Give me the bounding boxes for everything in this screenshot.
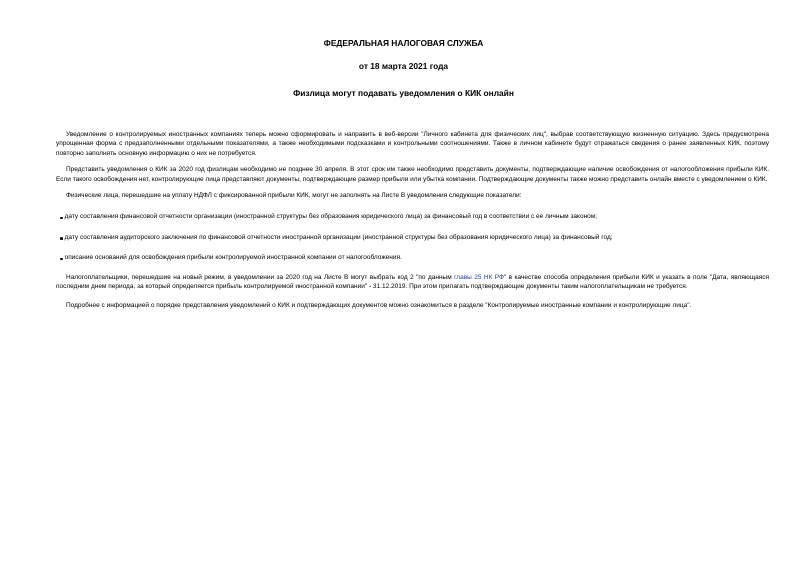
paragraph-4 [56, 273, 769, 292]
paragraph-2: Представить уведомления о КИК за 2020 год физлицам необходимо не позднее 30 апреля. В этот срок им также необходимо представить документы, подтверждающие наличие освобождения от налогообложения прибыли КИК. Если такого освобождения нет, контролирующие лица представляют документы, подтверждающие размер прибыли или убытка компании. Подтверждающие документы также можно представить онлайн вместе с уведомлением о КИК. [56, 166, 769, 183]
paragraph-5: Подробнее с информацией о порядке представления уведомлений о КИК и подтверждающих документов можно ознакомиться в разделе "Контролируемые иностранные компании и контролирующие лица". [66, 302, 692, 310]
bullet-text-2: дату составления аудиторского заключения по финансовой отчетности иностранной организации (иностранной структуры без образования юридического лица) за финансовый год; [64, 233, 613, 241]
document-body [56, 130, 769, 311]
bullet-item-2 [56, 233, 769, 242]
document-title: Физлица могут подавать уведомления о КИК онлайн [293, 88, 514, 98]
paragraph-3: Физические лица, перешедшие на уплату НДФЛ с фиксированной прибыли КИК, могут не заполнять на Листе В уведомления следующие показатели: [66, 192, 522, 200]
paragraph-4-after: " в качестве способа определения прибыли КИК и указать в поле "Дата, являющаяся последним днем периода, за который определяется прибыль контролируемой иностранной компании" - 31.12.2019. При этом прилагать подтверждающие документы таким налогоплательщикам не требуется. [56, 273, 769, 291]
bullet-text-3: описание оснований для освобождения прибыли контролируемой иностранной компании от налогообложения. [64, 254, 402, 262]
bullet-icon [60, 258, 63, 261]
bullet-icon [60, 237, 63, 240]
bullet-text-1: дату составления финансовой отчетности организации (иностранной структуры без образования юридического лица) за финансовый год в соответствии с ее личным законом; [64, 213, 598, 221]
bullet-icon [60, 217, 63, 220]
tax-code-chapter-link[interactable]: главы 25 НК РФ [454, 273, 504, 281]
paragraph-4-before: Налогоплательщики, перешедшие на новый режим, в уведомлении за 2020 год на Листе В могут выбрать код 2 "по данным [66, 273, 455, 281]
bullet-item-3 [56, 253, 769, 262]
bullet-item-1 [56, 212, 769, 221]
organization-name: ФЕДЕРАЛЬНАЯ НАЛОГОВАЯ СЛУЖБА [323, 38, 484, 48]
paragraph-1: Уведомление о контролируемых иностранных компаниях теперь можно сформировать и направить в веб-версии "Личного кабинета для физических лиц", выбрав соответствующую жизненную ситуацию. Здесь предусмотрена упрощенная форма с предзаполненными отдельными показателями, а также необходимыми подсказками и контрольными соотношениями. Также в личном кабинете будут отражаться сведения о ранее заявленных КИК, поэтому повторно заполнять основную информацию о них не потребуется. [56, 131, 769, 157]
document-date: от 18 марта 2021 года [358, 61, 449, 71]
